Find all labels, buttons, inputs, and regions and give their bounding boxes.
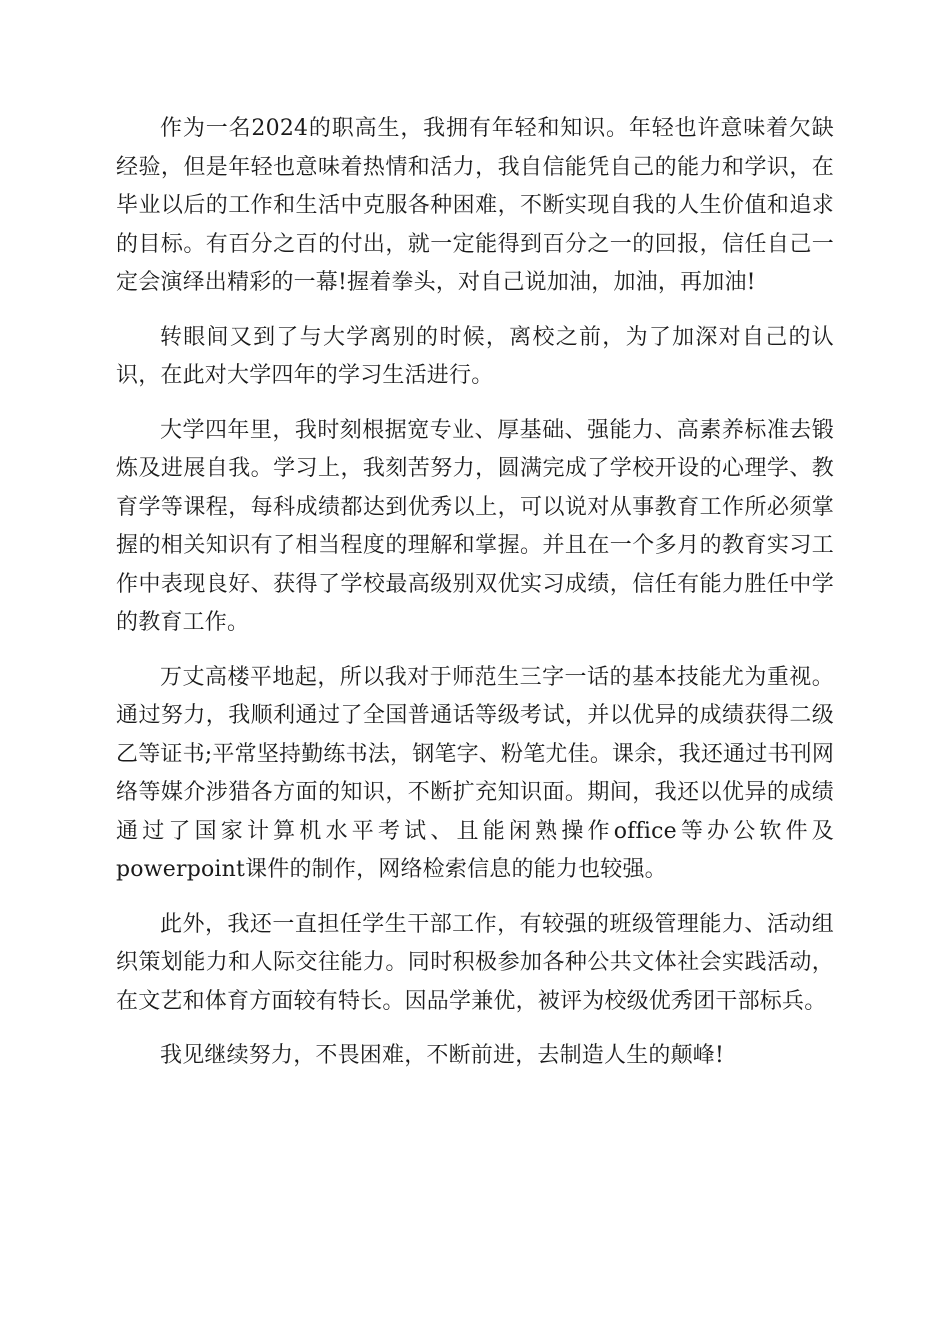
paragraph: 万丈高楼平地起，所以我对于师范生三字一话的基本技能尤为重视。通过努力，我顺利通过了全国普通话等级考试，并以优异的成绩获得二级乙等证书;平常坚持勤练书法，钢笔字、粉笔尤佳。课余，我还通过书刊网络等媒介涉猎各方面的知识，不断扩充知识面。期间，我还以优异的成绩通过了国家计算机水平考试、且能闲熟操作office等办公软件及powerpoint课件的制作，网络检索信息的能力也较强。 [116, 664, 835, 882]
paragraph: 转眼间又到了与大学离别的时候，离校之前，为了加深对自己的认识，在此对大学四年的学习生活进行。 [116, 324, 834, 388]
paragraph: 此外，我还一直担任学生干部工作，有较强的班级管理能力、活动组织策划能力和人际交往能力。同时积极参加各种公共文体社会实践活动，在文艺和体育方面较有特长。因品学兼优，被评为校级优秀团干部标兵。 [116, 911, 834, 1014]
paragraph: 我见继续努力，不畏困难，不断前进，去制造人生的颠峰! [160, 1043, 725, 1068]
document-body [116, 110, 834, 1092]
paragraph: 作为一名2024的职高生，我拥有年轻和知识。年轻也许意味着欠缺经验，但是年轻也意味着热情和活力，我自信能凭自己的能力和学识，在毕业以后的工作和生活中克服各种困难，不断实现自我的人生价值和追求的目标。有百分之百的付出，就一定能得到百分之一的回报，信任自己一定会演绎出精彩的一幕!握着拳头，对自己说加油，加油，再加油! [116, 116, 834, 295]
paragraph: 大学四年里，我时刻根据宽专业、厚基础、强能力、高素养标准去锻炼及进展自我。学习上，我刻苦努力，圆满完成了学校开设的心理学、教育学等课程，每科成绩都达到优秀以上，可以说对从事教育工作所必须掌握的相关知识有了相当程度的理解和掌握。并且在一个多月的教育实习工作中表现良好、获得了学校最高级别双优实习成绩，信任有能力胜任中学的教育工作。 [116, 417, 834, 635]
